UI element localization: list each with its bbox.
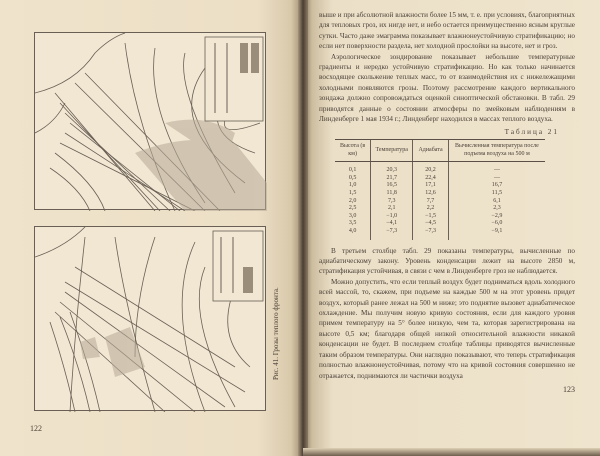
table-cell: 7,3: [371, 198, 413, 206]
table-cell: −1,0: [371, 213, 413, 221]
table-cell: −1,5: [413, 213, 449, 221]
table-cell: 12,6: [413, 190, 449, 198]
table-cell: 16,7: [448, 182, 545, 190]
table-cell: −4,1: [371, 220, 413, 228]
table-title: Таблица 21: [504, 128, 559, 137]
map-lines: [35, 33, 267, 211]
table-row: [335, 190, 545, 198]
table-cell: −4,5: [413, 220, 449, 228]
paragraph: выше и при абсолютной влажности более 15 мм, т. е. при условиях, благоприятных для тепловых гроз, их нигде нет, и небо остается преимущественно ясным круглые сутки. Часто даже эмаграмма показывает влажнонеустойчивую стратификацию; но если нет поверхности раздела, нет холодной прослойки на высоте, нет и гроз.: [319, 11, 575, 51]
table-cell: 17,1: [413, 182, 449, 190]
table-row: [335, 228, 545, 240]
paragraph: Можно допустить, что если теплый воздух будет подниматься вдоль холодного всей массой, то, скажем, при подъеме на каждые 500 м на этот уровень придет воздух, который ранее лежал на 500 м ниже; это поднятие вызовет адиабатическое охлаждение. Мы получим новую кривую состояния, если для каждого уровня примем температуру на 5° более низкую, чем та, которая зарегистрирована на высоте 0,5 км; благодаря общей низкой относительной влажности никакой конденсации не будет. В последнем столбце таблицы приводятся вычисленные таким образом температуры. Они наглядно показывают, что теперь стратификация полностью влажнонеустойчивая, потому что на кривой состояния совершенно не отражается, поднимаются ли частички воздуха: [319, 277, 575, 380]
table-cell: 11,8: [371, 190, 413, 198]
table-row: [335, 205, 545, 213]
table-row: [335, 213, 545, 221]
table-cell: 2,1: [371, 205, 413, 213]
table-cell: —: [448, 175, 545, 183]
table-cell: 2,5: [348, 205, 357, 212]
table-cell: 7,7: [413, 198, 449, 206]
table-cell: −7,3: [371, 228, 413, 240]
table-cell: 11,5: [448, 190, 545, 198]
weather-map-bottom: [34, 226, 266, 411]
text-block-bottom: [319, 246, 575, 381]
right-page: [303, 0, 600, 456]
table-cell: 21,7: [371, 175, 413, 183]
page-number: 122: [30, 424, 42, 433]
table-cell: 20,2: [413, 162, 449, 175]
weather-map-top: [34, 32, 266, 210]
column-header: Адиабата: [413, 140, 449, 162]
figure-caption: Рис. 41. Грозы теплого фронта.: [272, 287, 280, 380]
table-cell: 6,1: [448, 198, 545, 206]
column-header: Температура: [371, 140, 413, 162]
text-block-top: [319, 10, 575, 124]
table-row: [335, 198, 545, 206]
table-cell: 16,5: [371, 182, 413, 190]
table-cell: −6,0: [448, 220, 545, 228]
table-cell: 22,4: [413, 175, 449, 183]
table-cell: 1,5: [348, 190, 357, 197]
book-gutter: [298, 0, 308, 456]
table-cell: 1,0: [348, 182, 357, 189]
paragraph: В третьем столбце табл. 29 показаны температуры, вычисленные по адиабатическому закону. Уровень конденсации лежит на высоте 2850 м, стратификация устойчивая, в связи с чем в Линденберге гроз не наблюдается.: [319, 246, 575, 276]
map-lines: [35, 227, 267, 412]
table-row: [335, 220, 545, 228]
data-table: [335, 139, 545, 239]
page-edge: [303, 448, 600, 456]
table-cell: —: [448, 162, 545, 175]
table-cell: 4,0: [348, 228, 357, 235]
table-cell: −7,3: [413, 228, 449, 240]
table-cell: 3,5: [348, 220, 357, 227]
page-number: 123: [563, 384, 575, 394]
table-cell: 3,0: [348, 212, 357, 219]
table-cell: −2,9: [448, 213, 545, 221]
table-row: [335, 175, 545, 183]
table-row: [335, 162, 545, 175]
table-row: [335, 182, 545, 190]
text-column: [319, 10, 575, 395]
table-cell: 20,3: [371, 162, 413, 175]
column-header: Вычисленная температура после подъема воздуха на 500 м: [448, 140, 545, 162]
table-cell: 2,2: [413, 205, 449, 213]
column-header: Высота (в км): [335, 140, 371, 162]
table-cell: −9,1: [448, 228, 545, 240]
table-cell: 0,5: [348, 174, 357, 181]
table-cell: 2,0: [348, 197, 357, 204]
table-cell: 2,3: [448, 205, 545, 213]
table-cell: 0,1: [348, 167, 357, 174]
paragraph: Аэрологическое зондирование показывает небольшие температурные градиенты и нередко устойчивую стратификацию. Но как только начинается восходящее скольжение теплых масс, то от взаимодействия их с нижележащими холодными появляются грозы. Поэтому рассмотрение каждого вертикального зондажа должно сопровождаться оценкой синоптической обстановки. В табл. 29 приводятся данные о состоянии атмосферы по змейковым наблюдениям в Линденберге 1 мая 1934 г.; Линденберг находился в массах теплого воздуха.: [319, 52, 575, 124]
